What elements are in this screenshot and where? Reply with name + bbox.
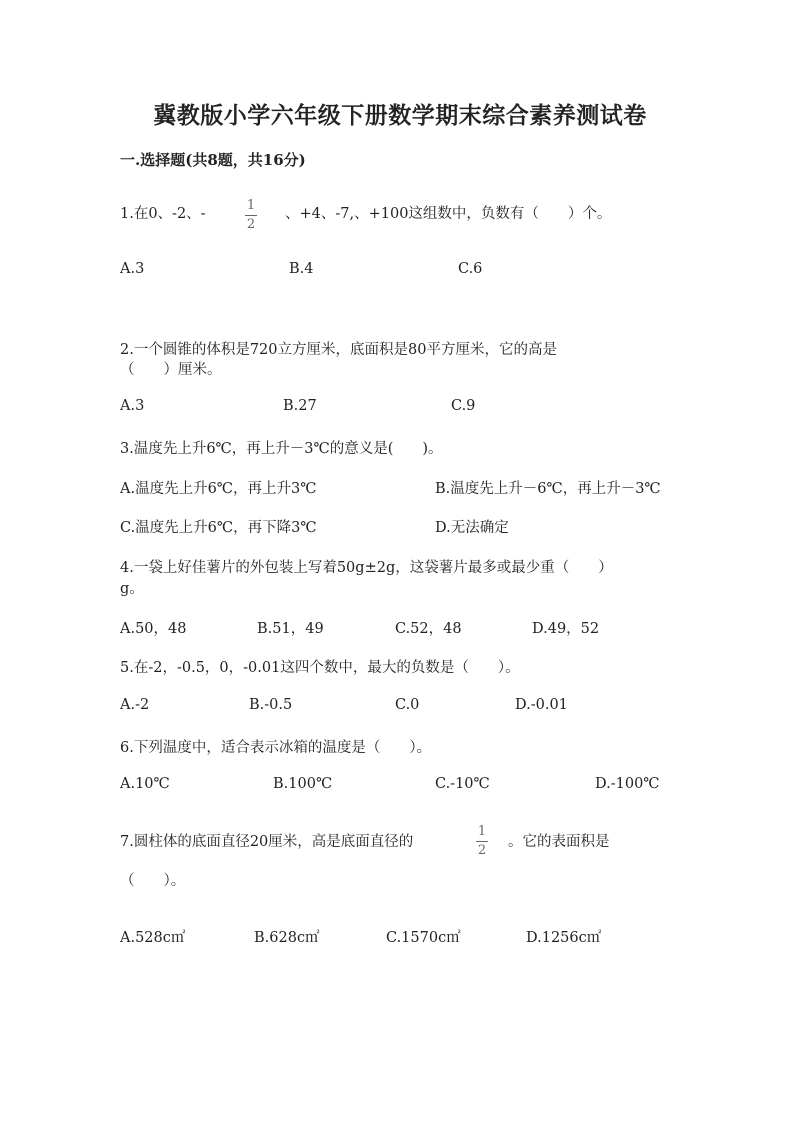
- fraction-bar: [476, 841, 488, 842]
- question-3-text: 3.温度先上升6℃，再上升－3℃的意义是( )。: [120, 441, 443, 457]
- question-1-option-b[interactable]: B.4: [289, 261, 314, 277]
- fraction-denominator: 2: [246, 217, 256, 232]
- question-5-option-a[interactable]: A.-2: [120, 697, 150, 713]
- question-4-option-b[interactable]: B.51，49: [257, 621, 324, 637]
- question-7-option-a[interactable]: A.528c㎡: [120, 930, 186, 946]
- question-4-text-line2: g。: [120, 581, 144, 597]
- question-6-option-c[interactable]: C.-10℃: [435, 776, 490, 792]
- question-7-text-start: 7.圆柱体的底面直径20厘米，高是底面直径的: [120, 834, 414, 850]
- question-2-option-b[interactable]: B.27: [283, 398, 317, 414]
- question-7-text-end: 。它的表面积是: [508, 834, 610, 850]
- question-5-option-d[interactable]: D.-0.01: [515, 697, 568, 713]
- question-4-option-a[interactable]: A.50，48: [120, 621, 187, 637]
- question-3-option-c[interactable]: C.温度先上升6℃，再下降3℃: [120, 520, 317, 536]
- question-3-option-d[interactable]: D.无法确定: [435, 520, 509, 536]
- question-3-option-b[interactable]: B.温度先上升－6℃，再上升－3℃: [435, 481, 661, 497]
- question-4-text-line1: 4.一袋上好佳薯片的外包装上写着50g±2g，这袋薯片最多或最少重（ ）: [120, 560, 613, 576]
- question-1-text-end: 、+4、-7,、+100这组数中，负数有（ ）个。: [285, 206, 612, 222]
- question-7-option-c[interactable]: C.1570c㎡: [386, 930, 461, 946]
- section-heading: 一.选择题(共8题，共16分): [120, 151, 306, 169]
- question-4-option-c[interactable]: C.52，48: [395, 621, 462, 637]
- question-6-option-b[interactable]: B.100℃: [273, 776, 333, 792]
- question-7-text-line2: （ ）。: [120, 873, 186, 889]
- question-2-text-line1: 2.一个圆锥的体积是720立方厘米，底面积是80平方厘米，它的高是: [120, 342, 557, 358]
- question-6-text: 6.下列温度中，适合表示冰箱的温度是（ ）。: [120, 740, 432, 756]
- page-title: 冀教版小学六年级下册数学期末综合素养测试卷: [153, 102, 647, 129]
- fraction-numerator: 1: [246, 198, 256, 213]
- question-5-text: 5.在-2，-0.5，0，-0.01这四个数中，最大的负数是（ ）。: [120, 660, 520, 676]
- question-4-option-d[interactable]: D.49，52: [532, 621, 600, 637]
- question-1-option-a[interactable]: A.3: [120, 261, 145, 277]
- question-1-option-c[interactable]: C.6: [458, 261, 483, 277]
- fraction-denominator: 2: [477, 843, 487, 858]
- question-5-option-b[interactable]: B.-0.5: [249, 697, 293, 713]
- fraction-one-half: [245, 199, 257, 231]
- fraction-bar: [245, 215, 257, 216]
- question-6-option-d[interactable]: D.-100℃: [595, 776, 660, 792]
- question-3-option-a[interactable]: A.温度先上升6℃，再上升3℃: [120, 481, 317, 497]
- question-7-option-d[interactable]: D.1256c㎡: [526, 930, 602, 946]
- fraction-one-half: [476, 825, 488, 857]
- question-2-text-line2: （ ）厘米。: [120, 362, 222, 378]
- question-5-option-c[interactable]: C.0: [395, 697, 420, 713]
- fraction-numerator: 1: [477, 824, 487, 839]
- question-7-option-b[interactable]: B.628c㎡: [254, 930, 320, 946]
- question-2-option-a[interactable]: A.3: [120, 398, 145, 414]
- question-6-option-a[interactable]: A.10℃: [120, 776, 170, 792]
- question-1-text-start: 1.在0、-2、-: [120, 206, 206, 222]
- question-2-option-c[interactable]: C.9: [451, 398, 476, 414]
